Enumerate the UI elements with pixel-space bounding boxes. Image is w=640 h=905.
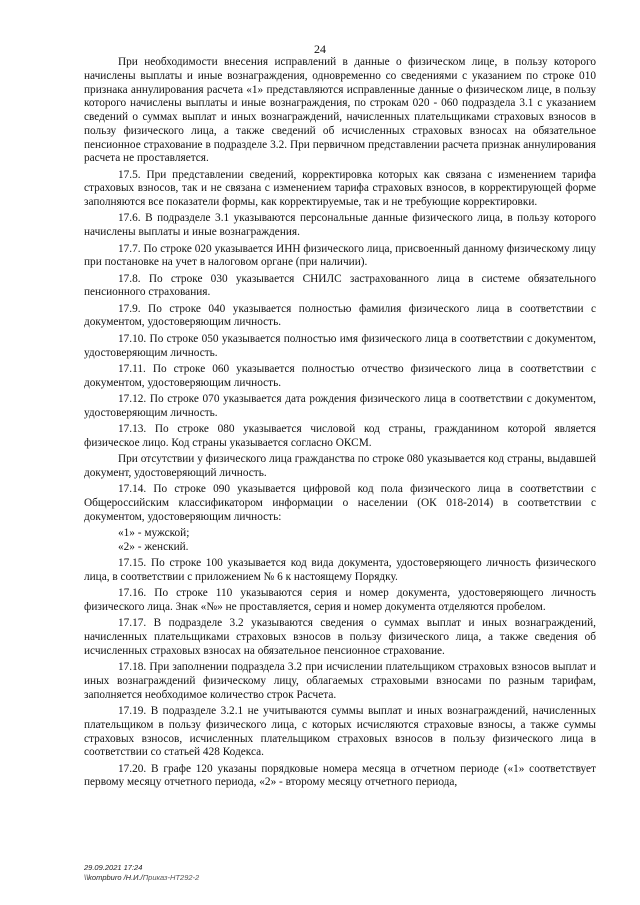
paragraph-17-14: 17.14. По строке 090 указывается цифровой код пола физического лица в соответствии с Общероссийским классификатором информации о населении (ОК 018-2014) в соответствии с документом, удостоверяющим личность: xyxy=(84,483,596,523)
document-body xyxy=(84,56,596,793)
paragraph-17-10: 17.10. По строке 050 указывается полностью имя физического лица в соответствии с документом, удостоверяющим личность. xyxy=(84,332,596,359)
paragraph-17-18: 17.18. При заполнении подраздела 3.2 при исчислении плательщиком страховых взносов выплат и иных вознаграждений физическому лицу, облагаемых страховыми взносами по разным тарифам, заполняется необходимое количество строк Расчета. xyxy=(84,661,596,701)
paragraph-17-15: 17.15. По строке 100 указывается код вида документа, удостоверяющего личность физического лица, в соответствии с приложением № 6 к настоящему Порядку. xyxy=(84,557,596,583)
paragraph-17-8: 17.8. По строке 030 указывается СНИЛС застрахованного лица в системе обязательного пенсионного страхования. xyxy=(84,272,596,299)
paragraph-17-6: 17.6. В подразделе 3.1 указываются персональные данные физического лица, в пользу которого начислены выплаты и иные вознаграждения. xyxy=(84,212,596,239)
print-user: \\kompburo /Н.И./ xyxy=(84,873,143,882)
page-number: 24 xyxy=(314,42,326,56)
print-user-line xyxy=(84,873,199,883)
paragraph-17-11: 17.11. По строке 060 указывается полностью отчество физического лица в соответствии с документом, удостоверяющим личность. xyxy=(84,362,596,389)
print-footer xyxy=(84,863,199,883)
gender-code-female: «2» - женский. xyxy=(118,540,189,553)
paragraph-17-5: 17.5. При представлении сведений, корректировка которых как связана с изменением тарифа страховых взносов, так и не связана с изменением тарифа страховых взносов, в корректирующей форме заполняются все показатели формы, как корректируемые, так и не требующие корректировки. xyxy=(84,168,596,209)
print-stamp: Приказ-НТ292-2 xyxy=(142,873,200,882)
paragraph-17-13: 17.13. По строке 080 указывается числовой код страны, гражданином которой является физическое лицо. Код страны указывается согласно ОКСМ. xyxy=(84,423,596,449)
paragraph-17-16: 17.16. По строке 110 указываются серия и номер документа, удостоверяющего личность физического лица. Знак «№» не проставляется, серия и номер документа отделяются пробелом. xyxy=(84,587,596,614)
paragraph-17-12: 17.12. По строке 070 указывается дата рождения физического лица в соответствии с документом, удостоверяющим личность. xyxy=(84,393,596,419)
paragraph-no-citizenship: При отсутствии у физического лица гражданства по строке 080 указывается код страны, выдавшей документ, удостоверяющий личность. xyxy=(84,453,596,479)
gender-code-male: «1» - мужской; xyxy=(118,527,190,540)
paragraph-17-9: 17.9. По строке 040 указывается полностью фамилия физического лица в соответствии с документом, удостоверяющим личность. xyxy=(84,302,596,329)
paragraph-17-17: 17.17. В подразделе 3.2 указываются сведения о суммах выплат и иных вознаграждений, начисленных плательщиками страховых взносов в пользу физического лица, а также сведения об исчисленных страховых взносах на обязательное пенсионное страхование. xyxy=(84,617,596,657)
paragraph-17-20: 17.20. В графе 120 указаны порядковые номера месяца в отчетном периоде («1» соответствует первому месяцу отчетного периода, «2» - второму месяцу отчетного периода, xyxy=(84,762,596,789)
paragraph-annulment-correction: При необходимости внесения исправлений в данные о физическом лице, в пользу которого начислены выплаты и иные вознаграждения, одновременно со сведениями с указанием по строке 010 признака аннулирования расчета «1» представляются исправленные данные о физическом лице, в пользу которого начислены выплаты и иные вознаграждения, по строкам 020 - 060 подраздела 3.1 с указанием сведений о суммах выплат и иных вознаграждений, начисленных плательщиками страховых взносов в пользу физического лица, а также сведений об исчисленных страховых взносах на обязательное пенсионное страхование в подразделе 3.2. При первичном представлении расчета признак аннулирования расчета не проставляется. xyxy=(84,56,596,165)
print-date: 29.09.2021 17:24 xyxy=(84,863,143,872)
paragraph-17-19: 17.19. В подразделе 3.2.1 не учитываются суммы выплат и иных вознаграждений, начисленных плательщиком в пользу физического лица, с которых исчисляются страховые взносы, а также суммы страховых взносов, исчисленных плательщиком страховых взносов в пользу физического лица в соответствии со статьей 428 Кодекса. xyxy=(84,705,596,759)
paragraph-17-7: 17.7. По строке 020 указывается ИНН физического лица, присвоенный данному физическому лицу при постановке на учет в налоговом органе (при наличии). xyxy=(84,242,596,269)
